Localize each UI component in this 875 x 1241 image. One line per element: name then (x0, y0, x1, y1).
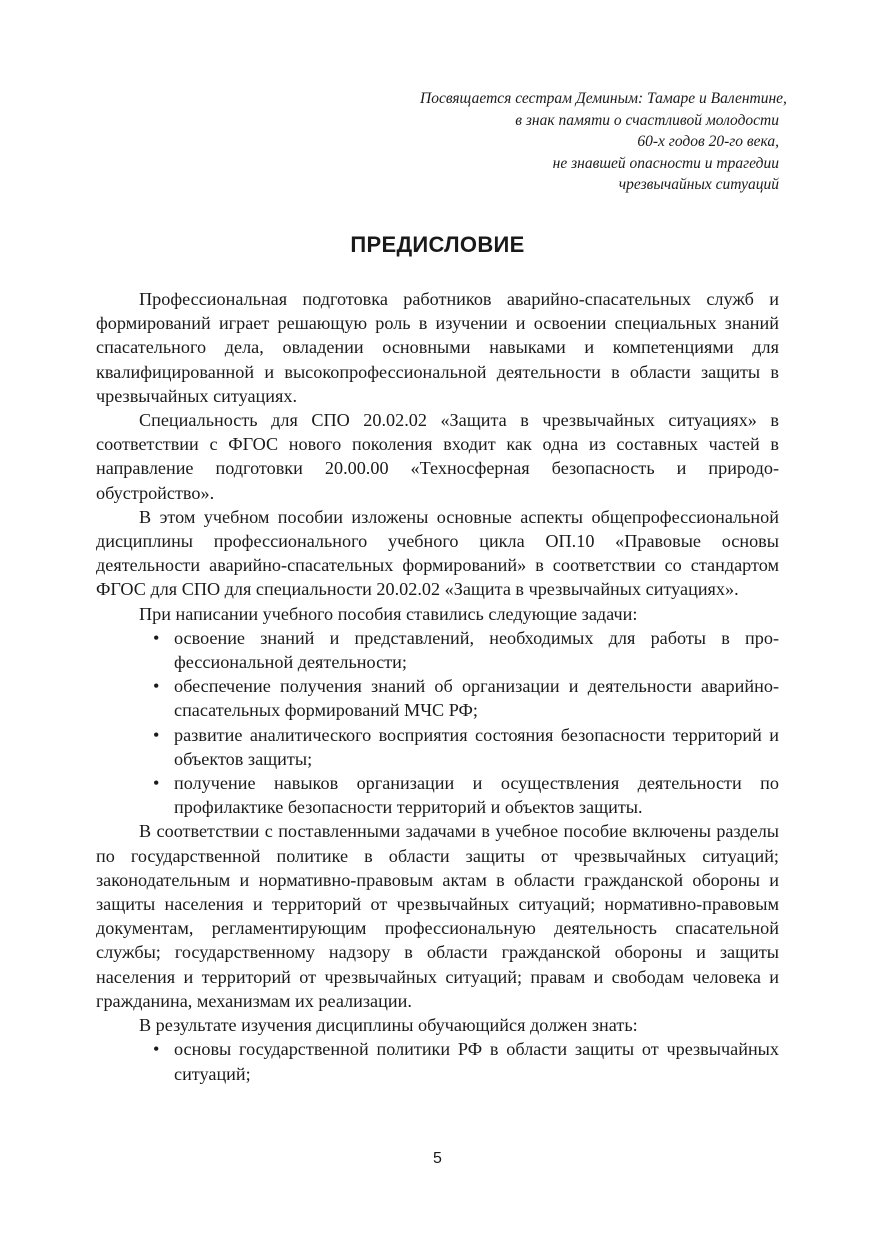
list-item (96, 1037, 779, 1085)
page-number: 5 (433, 1150, 442, 1167)
dedication-line: в знак памяти о счастливой молодости (515, 111, 779, 129)
dedication (420, 88, 787, 196)
tasks-list (96, 626, 779, 820)
paragraph-results-intro: В результате изучения дисциплины обучающийся должен знать: (139, 1015, 638, 1036)
dedication-line: не знавшей опасности и трагедии (552, 154, 779, 172)
bullet-icon: • (153, 724, 160, 745)
dedication-line: Посвящается сестрам Деминым: Тамаре и Валентине, (420, 90, 787, 107)
results-list (96, 1037, 779, 1085)
list-item-text: развитие аналитического восприятия состояния безопасности территорий и объектов защиты; (174, 724, 779, 769)
bullet-icon: • (153, 773, 160, 794)
list-item-text: основы государственной политики РФ в области защиты от чрезвычайных ситуаций; (174, 1039, 779, 1084)
paragraph-intro: Профессиональная подготовка работников аварийно-спасательных служб и формирований играет решающую роль в изучении и освоении специальных знаний спасательного дела, овладении основными навыками и компетенциями для квалифицированной и высокопрофессиональной деятельности в области защиты в чрезвычайных ситуациях. (96, 289, 779, 406)
paragraph-sections: В соответствии с поставленными задачами в учебное пособие включены разделы по государственной политике в области защиты от чрезвычайных ситуаций; законодательным и нормативно-правовым актам в области гражданской обороны и защиты населения и территорий от чрезвычайных ситуаций; нормативно-правовым документам, регламентирующим профессиональную деятельность спасательной службы; государственному надзору в области гражданской обороны и защиты населения и территорий от чрезвычайных ситуаций; правам и свободам человека и гражданина, механизмам их реализации. (96, 821, 779, 1011)
list-item-text: освоение знаний и представлений, необходимых для работы в профессиональной деятельности; (174, 627, 779, 673)
body-text (96, 287, 779, 1086)
dedication-line: 60-х годов 20-го века, (637, 133, 779, 150)
dedication-line: чрезвычайных ситуаций (618, 176, 779, 193)
bullet-icon: • (153, 1039, 160, 1060)
bullet-icon: • (153, 676, 160, 697)
list-item-text: получение навыков организации и осуществления деятельности по профилактике безопасности территорий и объектов защиты. (174, 773, 779, 818)
list-item (96, 771, 779, 819)
list-item (96, 674, 779, 722)
list-item-text: обеспечение получения знаний об организации и деятельности аварийно-спасательных формирований МЧС РФ; (174, 676, 779, 721)
bullet-icon: • (153, 627, 160, 648)
list-item (96, 723, 779, 771)
paragraph-specialty: Специальность для СПО 20.02.02 «Защита в чрезвычайных ситуациях» в соответствии с ФГОС нового поколения входит как одна из составных частей в направление подготовки 20.00.00 «Техносферная безопасность и природообустройство». (96, 410, 779, 503)
page-title: ПРЕДИСЛОВИЕ (350, 232, 525, 257)
list-item (96, 626, 779, 674)
paragraph-tasks-intro: При написании учебного пособия ставились следующие задачи: (139, 603, 638, 624)
paragraph-aspects: В этом учебном пособии изложены основные аспекты общепрофессиональной дисциплины профессионального учебного цикла ОП.10 «Правовые основы деятельности аварийно-спасательных формирований» в соответствии со стандартом ФГОС для СПО для специальности 20.02.02 «Защита в чрезвычайных ситуациях». (96, 506, 779, 600)
